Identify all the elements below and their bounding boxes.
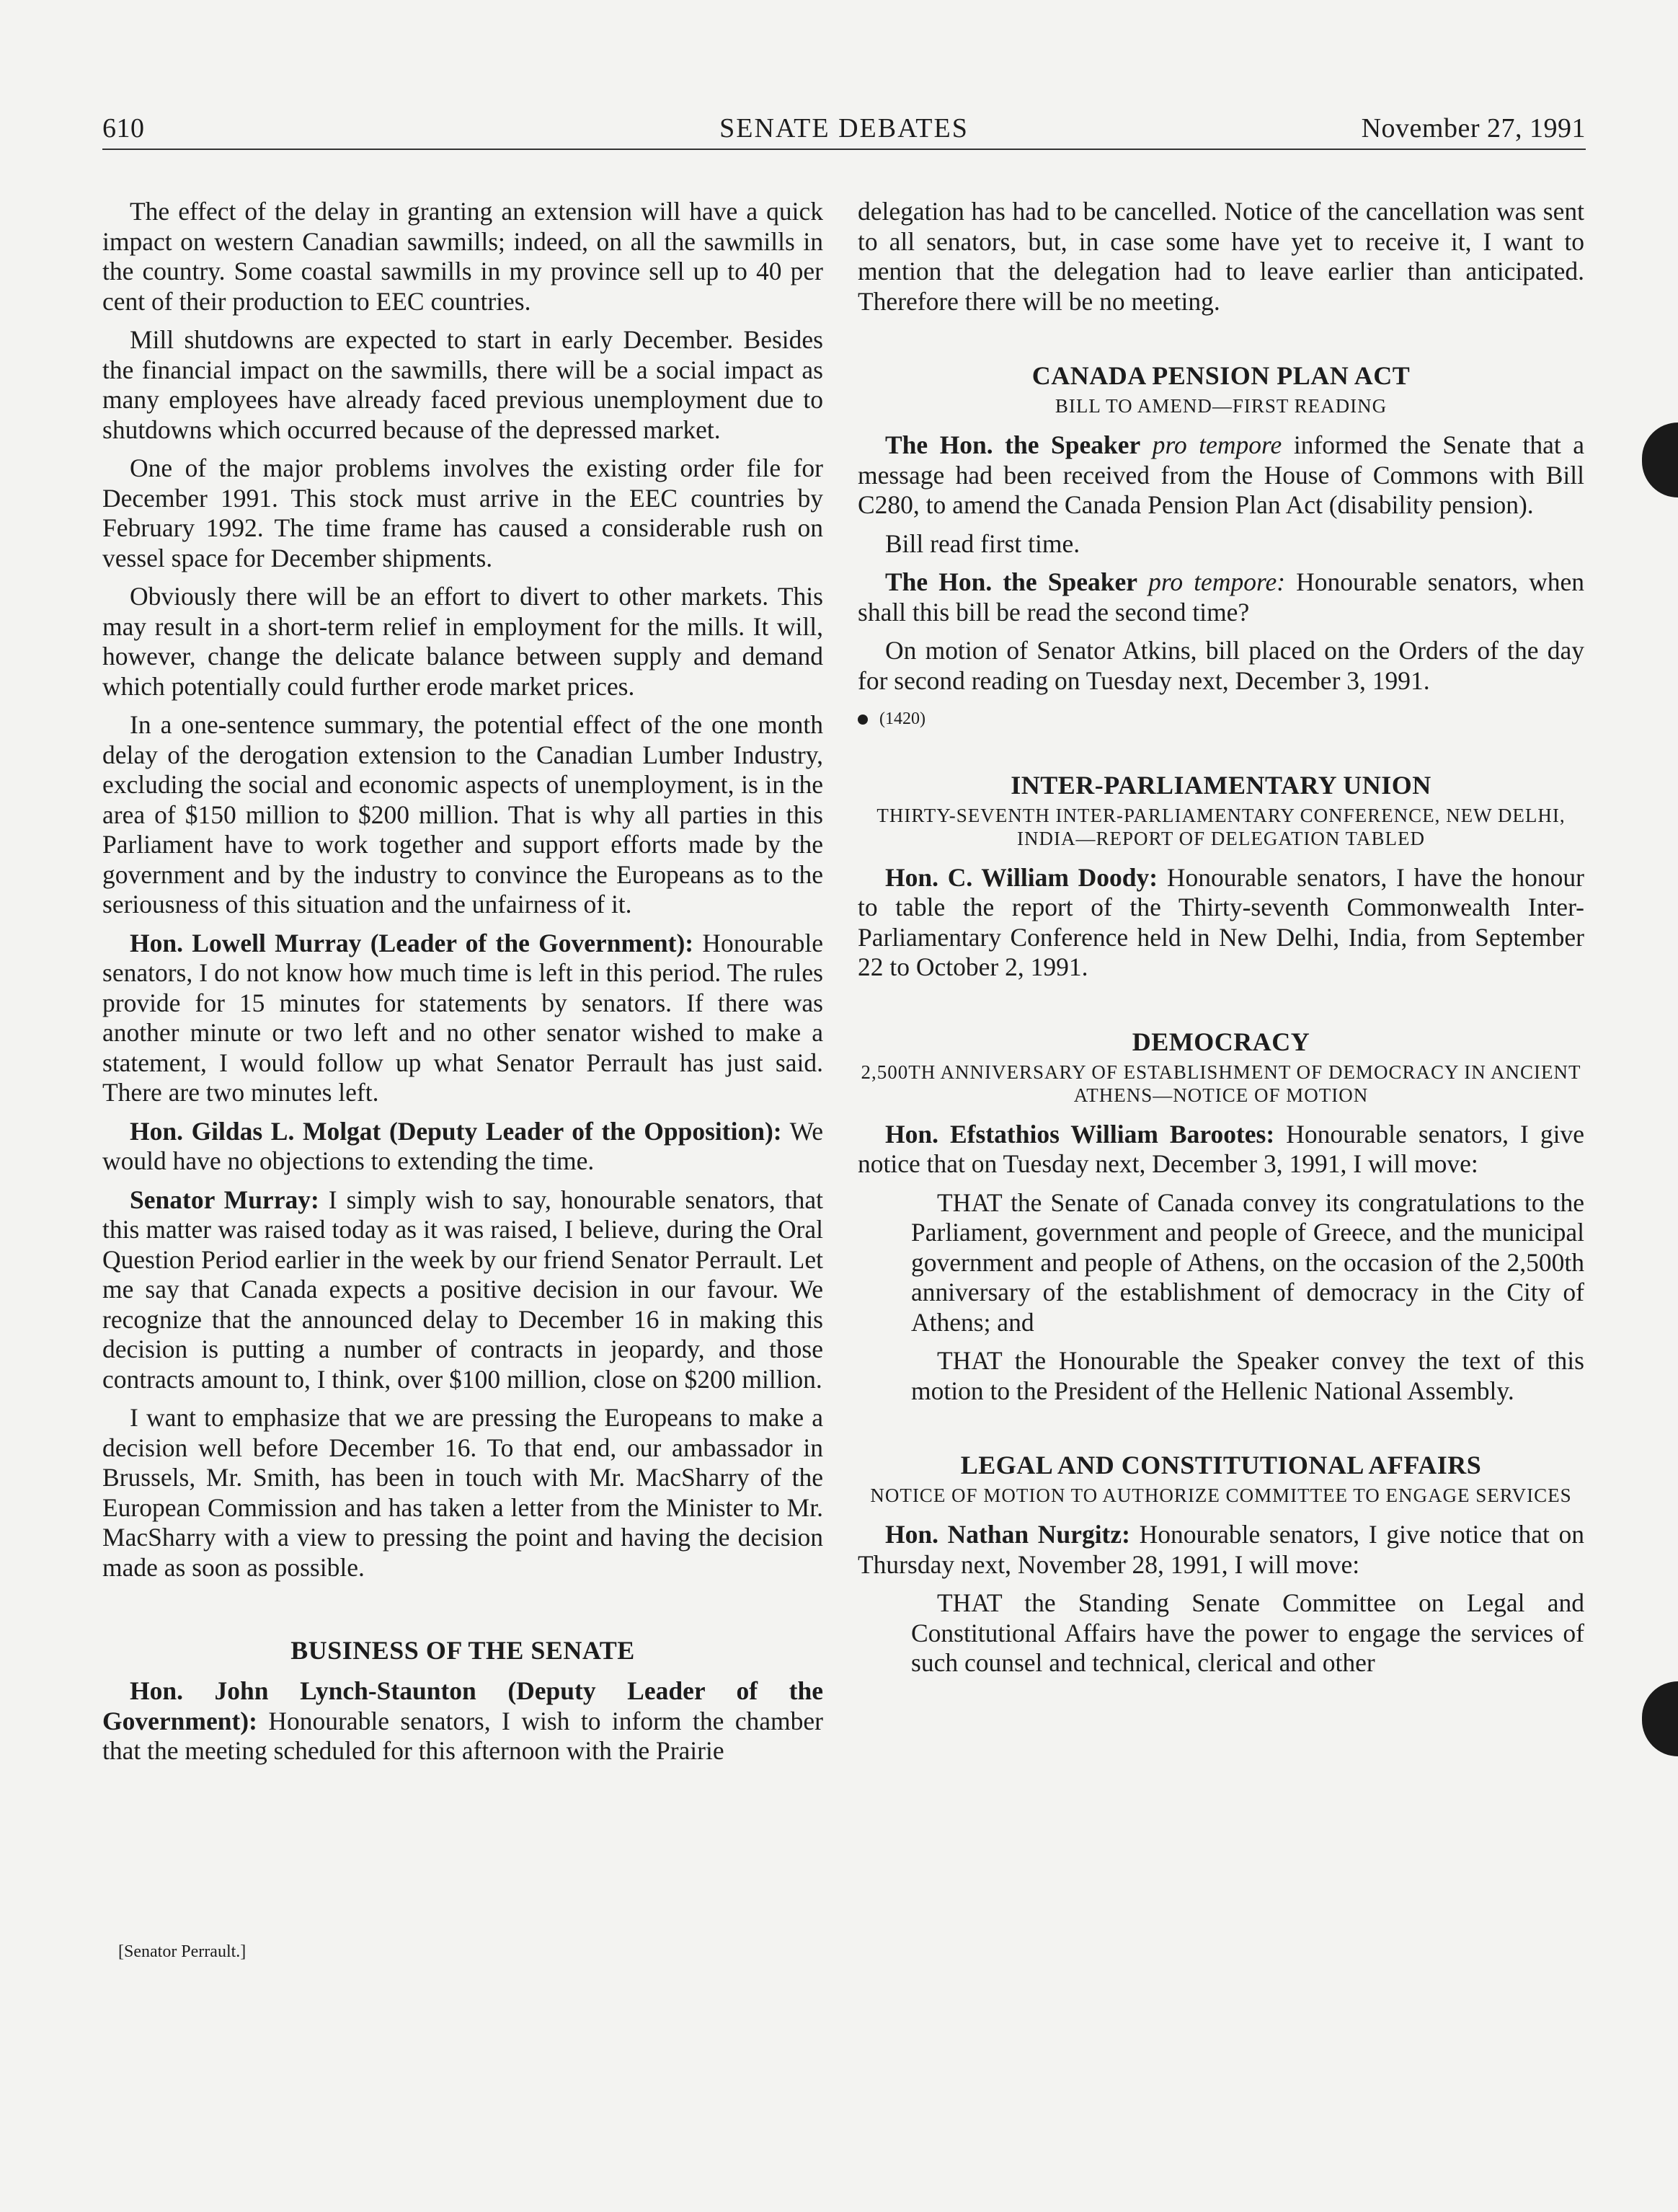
speech-text: I simply wish to say, honourable senators, that this matter was raised today as it was raised, I believe, during the Oral Question Period earlier in the week by our friend Senator Perrault. Let me say that Canada expects a positive decision in our favour. We recognize that the announced delay to December 16 in making this decision is putting a number of contracts in jeopardy, and those contracts amount to, I think, over $100 million, close on $200 million.	[102, 1185, 824, 1394]
paragraph: Mill shutdowns are expected to start in early December. Besides the financial impact on the sawmills, there will be a social impact as many employees have already faced previous unemployment due to shutdowns which occurred because of the depressed market.	[102, 325, 823, 444]
section-heading: DEMOCRACY	[1132, 1027, 1310, 1056]
motion-text: THAT the Honourable the Speaker convey the text of this motion to the President of the Hellenic National Assembly.	[911, 1346, 1584, 1405]
section-heading: CANADA PENSION PLAN ACT	[1031, 361, 1411, 390]
speaker-name: Hon. John Lynch-Staunton (Deputy Leader of the Government):	[102, 1676, 823, 1735]
paragraph: Bill read first time.	[885, 528, 1080, 558]
speaker-name: Hon. Gildas L. Molgat (Deputy Leader of the Opposition):	[130, 1116, 782, 1146]
speaker-name: Hon. C. William Doody:	[885, 862, 1158, 892]
speaker-name: The Hon. the Speaker	[885, 430, 1141, 459]
speech-paragraph	[102, 1117, 823, 1177]
speech-text: We would have no objections to extending the time.	[102, 1116, 823, 1175]
speech-text: informed the Senate that a message had been received from the House of Commons with Bill C280, to amend the Canada Pension Plan Act (disability pension).	[858, 430, 1585, 519]
paragraph: The effect of the delay in granting an extension will have a quick impact on western Canadian sawmills; indeed, on all the sawmills in the country. Some coastal sawmills in my province sell up to 40 per cent of their production to EEC countries.	[102, 197, 823, 316]
speech-paragraph	[102, 1676, 823, 1766]
section-subheading: 2,500TH ANNIVERSARY OF ESTABLISHMENT OF DEMOCRACY IN ANCIENT ATHENS—NOTICE OF MOTION	[861, 1061, 1581, 1106]
paragraph: On motion of Senator Atkins, bill placed on the Orders of the day for second reading on Tuesday next, December 3, 1991.	[858, 636, 1584, 695]
speech-text: Honourable senators, when shall this bill be read the second time?	[858, 567, 1584, 627]
motion-text: THAT the Standing Senate Committee on Legal and Constitutional Affairs have the power to engage the services of such counsel and technical, clerical and other	[911, 1588, 1584, 1677]
motion-text: THAT the Senate of Canada convey its congratulations to the Parliament, government and people of Greece, and the municipal government and people of Athens, on the occasion of the 2,500th anniversary of the establishment of democracy in the City of Athens; and	[911, 1187, 1584, 1337]
section-heading: LEGAL AND CONSTITUTIONAL AFFAIRS	[960, 1451, 1482, 1479]
speech-text: Honourable senators, I give notice that on Thursday next, November 28, 1991, I will move:	[858, 1520, 1585, 1579]
speech-paragraph	[102, 1185, 823, 1395]
left-column	[102, 197, 823, 1775]
section-subheading: THIRTY-SEVENTH INTER-PARLIAMENTARY CONFERENCE, NEW DELHI, INDIA—REPORT OF DELEGATION TABLED	[876, 804, 1566, 849]
speaker-name: Hon. Nathan Nurgitz:	[885, 1520, 1130, 1549]
speech-text: Honourable senators, I wish to inform the chamber that the meeting scheduled for this afternoon with the Prairie	[102, 1706, 823, 1765]
speech-paragraph	[858, 1520, 1584, 1580]
paragraph: I want to emphasize that we are pressing the Europeans to make a decision well before December 16. To that end, our ambassador in Brussels, Mr. Smith, has been in touch with Mr. MacSharry of the European Commission and has taken a letter from the Minister to Mr. MacSharry with a view to pressing the point and having the decision made as soon as possible.	[102, 1403, 823, 1582]
right-column	[858, 197, 1584, 1687]
speech-paragraph	[858, 863, 1584, 983]
speech-text: Honourable senators, I do not know how much time is left in this period. The rules provide for 15 minutes for statements by senators. If there was another minute or two left and no other senator wished to make a statement, I would follow up what Senator Perrault has just said. There are two minutes left.	[102, 928, 823, 1107]
italic-text: pro tempore	[1140, 430, 1282, 459]
timestamp	[858, 704, 1584, 735]
speaker-name: The Hon. the Speaker	[885, 567, 1138, 596]
paragraph: delegation has had to be cancelled. Notice of the cancellation was sent to all senators, but, in case some have yet to receive it, I want to mention that the delegation had to leave earlier than anticipated. Therefore there will be no meeting.	[858, 197, 1584, 316]
speech-text: Honourable senators, I have the honour to table the report of the Thirty-seventh Commonwealth Inter-Parliamentary Conference held in New Delhi, India, from September 22 to October 2, 1991.	[858, 862, 1584, 981]
speaker-name: Hon. Efstathios William Barootes:	[885, 1119, 1275, 1149]
speech-text: Honourable senators, I give notice that on Tuesday next, December 3, 1991, I will move:	[858, 1119, 1584, 1178]
page-number: 610	[102, 113, 145, 143]
paragraph: One of the major problems involves the existing order file for December 1991. This stock must arrive in the EEC countries by February 1992. The time frame has caused a considerable rush on vessel space for December shipments.	[102, 454, 823, 572]
speech-paragraph	[858, 567, 1584, 627]
section-subheading: BILL TO AMEND—FIRST READING	[1055, 395, 1388, 417]
timestamp-text: (1420)	[879, 709, 925, 728]
bullet-dot-icon	[858, 715, 868, 725]
binder-hole	[1642, 1681, 1678, 1756]
paragraph: In a one-sentence summary, the potential effect of the one month delay of the derogation extension to the Canadian Lumber Industry, excluding the social and economic aspects of unemployment, is in the area of $150 million to $200 million. That is why all parties in this Parliament have to work together and support efforts made by the government and by the industry to convince the Europeans as to the seriousness of this situation and the unfairness of it.	[102, 710, 823, 919]
section-heading: BUSINESS OF THE SENATE	[290, 1636, 635, 1665]
page-header	[102, 108, 1586, 150]
speech-paragraph	[102, 929, 823, 1108]
footer-note: [Senator Perrault.]	[118, 1942, 247, 1961]
italic-text: pro tempore:	[1137, 567, 1286, 596]
section-heading: INTER-PARLIAMENTARY UNION	[1011, 770, 1431, 800]
paragraph: Obviously there will be an effort to divert to other markets. This may result in a short-term relief in employment for the mills. It will, however, change the delicate balance between supply and demand which potentially could further erode market prices.	[102, 582, 823, 701]
section-subheading: NOTICE OF MOTION TO AUTHORIZE COMMITTEE TO ENGAGE SERVICES	[870, 1485, 1572, 1506]
speaker-name: Hon. Lowell Murray (Leader of the Government):	[130, 928, 694, 957]
binder-hole	[1642, 423, 1678, 497]
speech-paragraph	[858, 1120, 1584, 1180]
speech-paragraph	[858, 430, 1584, 521]
speaker-name: Senator Murray:	[130, 1185, 319, 1214]
page-date: November 27, 1991	[1361, 113, 1586, 143]
publication-title: SENATE DEBATES	[719, 113, 969, 143]
